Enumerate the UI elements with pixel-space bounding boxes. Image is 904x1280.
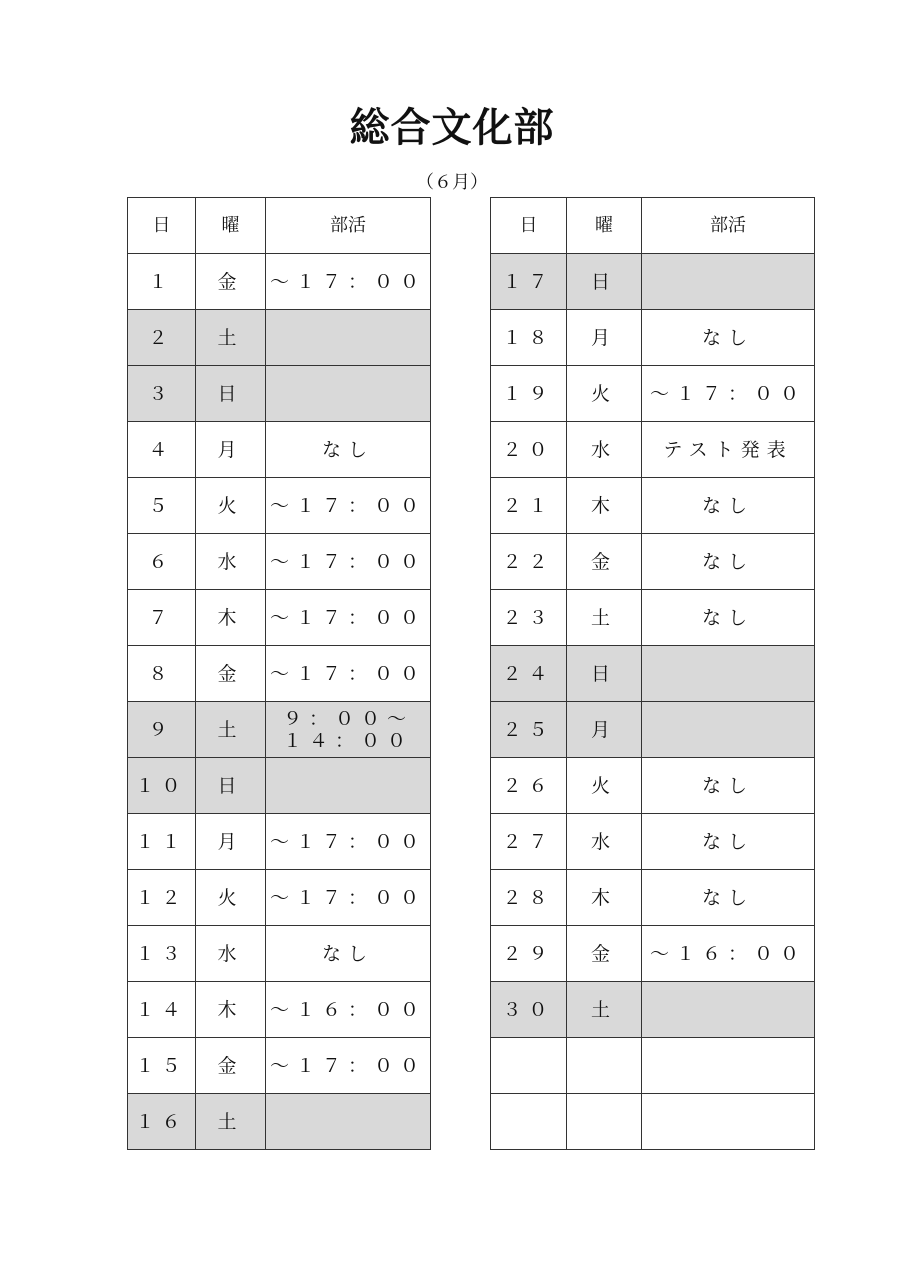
day-cell: ６: [128, 534, 196, 590]
table-row: [491, 870, 815, 926]
table-row: [491, 590, 815, 646]
header-activity: 部活: [642, 198, 815, 254]
activity-cell: なし: [266, 926, 431, 982]
table-row: [128, 254, 431, 310]
day-cell: ２４: [491, 646, 567, 702]
activity-cell: なし: [642, 590, 815, 646]
activity-cell: [642, 702, 815, 758]
table-row: [128, 982, 431, 1038]
table-row: [128, 478, 431, 534]
day-cell: １７: [491, 254, 567, 310]
weekday-cell: [567, 1038, 642, 1094]
activity-cell: [266, 310, 431, 366]
weekday-cell: 土: [567, 590, 642, 646]
activity-cell: ～１７：００: [642, 366, 815, 422]
weekday-cell: 金: [567, 534, 642, 590]
table-row: [491, 1038, 815, 1094]
day-cell: ２１: [491, 478, 567, 534]
header-row: [128, 198, 431, 254]
weekday-cell: 土: [196, 702, 266, 758]
day-cell: １６: [128, 1094, 196, 1150]
table-row: [128, 1038, 431, 1094]
day-cell: ２: [128, 310, 196, 366]
table-row: [491, 646, 815, 702]
day-cell: １３: [128, 926, 196, 982]
table-row: [128, 590, 431, 646]
activity-cell: ～１７：００: [266, 870, 431, 926]
schedule-body-left: [128, 254, 431, 1150]
activity-cell: なし: [642, 758, 815, 814]
day-cell: ２６: [491, 758, 567, 814]
activity-cell: テスト発表: [642, 422, 815, 478]
table-row: [491, 422, 815, 478]
weekday-cell: 月: [196, 422, 266, 478]
activity-cell: ～１７：００: [266, 646, 431, 702]
day-cell: ９: [128, 702, 196, 758]
table-row: [491, 982, 815, 1038]
table-row: [491, 1094, 815, 1150]
day-cell: ２７: [491, 814, 567, 870]
day-cell: ５: [128, 478, 196, 534]
weekday-cell: [567, 1094, 642, 1150]
schedule-table-right: [490, 197, 815, 1150]
table-row: [491, 758, 815, 814]
day-cell: ３: [128, 366, 196, 422]
weekday-cell: 水: [567, 422, 642, 478]
header-day: 日: [491, 198, 567, 254]
activity-cell: [266, 758, 431, 814]
weekday-cell: 金: [567, 926, 642, 982]
activity-cell: なし: [266, 422, 431, 478]
weekday-cell: 火: [567, 366, 642, 422]
day-cell: １: [128, 254, 196, 310]
weekday-cell: 日: [567, 254, 642, 310]
table-row: [128, 702, 431, 758]
table-row: [128, 926, 431, 982]
day-cell: ２２: [491, 534, 567, 590]
activity-cell: [266, 366, 431, 422]
weekday-cell: 火: [196, 478, 266, 534]
table-row: [491, 534, 815, 590]
header-row: [491, 198, 815, 254]
table-row: [491, 814, 815, 870]
day-cell: ２５: [491, 702, 567, 758]
day-cell: [491, 1038, 567, 1094]
weekday-cell: 日: [567, 646, 642, 702]
activity-cell: ～１７：００: [266, 1038, 431, 1094]
activity-cell: ～１６：００: [642, 926, 815, 982]
table-row: [128, 366, 431, 422]
day-cell: ３０: [491, 982, 567, 1038]
day-cell: １１: [128, 814, 196, 870]
table-row: [491, 702, 815, 758]
activity-cell: なし: [642, 814, 815, 870]
schedule-table-left: [127, 197, 431, 1150]
day-cell: ４: [128, 422, 196, 478]
weekday-cell: 土: [567, 982, 642, 1038]
table-row: [128, 870, 431, 926]
header-weekday: 曜: [567, 198, 642, 254]
weekday-cell: 土: [196, 1094, 266, 1150]
weekday-cell: 木: [567, 478, 642, 534]
activity-cell: ～１７：００: [266, 534, 431, 590]
activity-cell: なし: [642, 310, 815, 366]
weekday-cell: 月: [567, 702, 642, 758]
table-row: [491, 478, 815, 534]
day-cell: ２０: [491, 422, 567, 478]
day-cell: ７: [128, 590, 196, 646]
activity-cell: なし: [642, 870, 815, 926]
activity-cell: [642, 254, 815, 310]
day-cell: ２９: [491, 926, 567, 982]
page-title: 総合文化部: [349, 104, 555, 151]
weekday-cell: 土: [196, 310, 266, 366]
schedule-body-right: [491, 254, 815, 1150]
table-row: [128, 758, 431, 814]
activity-cell: [642, 1094, 815, 1150]
table-row: [128, 814, 431, 870]
header-weekday: 曜: [196, 198, 266, 254]
activity-cell: なし: [642, 478, 815, 534]
table-row: [491, 254, 815, 310]
day-cell: ８: [128, 646, 196, 702]
table-row: [128, 534, 431, 590]
weekday-cell: 水: [196, 926, 266, 982]
table-row: [491, 926, 815, 982]
day-cell: １９: [491, 366, 567, 422]
weekday-cell: 木: [567, 870, 642, 926]
weekday-cell: 金: [196, 254, 266, 310]
table-row: [491, 366, 815, 422]
activity-cell: ～１７：００: [266, 478, 431, 534]
weekday-cell: 火: [196, 870, 266, 926]
weekday-cell: 火: [567, 758, 642, 814]
day-cell: [491, 1094, 567, 1150]
header-day: 日: [128, 198, 196, 254]
day-cell: １８: [491, 310, 567, 366]
day-cell: １５: [128, 1038, 196, 1094]
header-activity: 部活: [266, 198, 431, 254]
activity-cell: なし: [642, 534, 815, 590]
activity-cell: [642, 646, 815, 702]
weekday-cell: 金: [196, 1038, 266, 1094]
day-cell: １０: [128, 758, 196, 814]
day-cell: １２: [128, 870, 196, 926]
weekday-cell: 日: [196, 758, 266, 814]
day-cell: ２３: [491, 590, 567, 646]
weekday-cell: 月: [567, 310, 642, 366]
activity-cell: ～１６：００: [266, 982, 431, 1038]
activity-cell: [642, 982, 815, 1038]
weekday-cell: 日: [196, 366, 266, 422]
activity-cell: ～１７：００: [266, 590, 431, 646]
weekday-cell: 木: [196, 590, 266, 646]
weekday-cell: 月: [196, 814, 266, 870]
activity-cell: [642, 1038, 815, 1094]
weekday-cell: 木: [196, 982, 266, 1038]
table-row: [491, 310, 815, 366]
activity-cell: ～１７：００: [266, 254, 431, 310]
day-cell: ２８: [491, 870, 567, 926]
table-row: [128, 1094, 431, 1150]
weekday-cell: 金: [196, 646, 266, 702]
weekday-cell: 水: [196, 534, 266, 590]
activity-cell: [266, 1094, 431, 1150]
table-row: [128, 646, 431, 702]
activity-cell: ９：００～ １４：００: [266, 702, 431, 758]
activity-cell: ～１７：００: [266, 814, 431, 870]
month-subtitle: （６月）: [416, 172, 488, 193]
day-cell: １４: [128, 982, 196, 1038]
table-row: [128, 310, 431, 366]
weekday-cell: 水: [567, 814, 642, 870]
table-row: [128, 422, 431, 478]
